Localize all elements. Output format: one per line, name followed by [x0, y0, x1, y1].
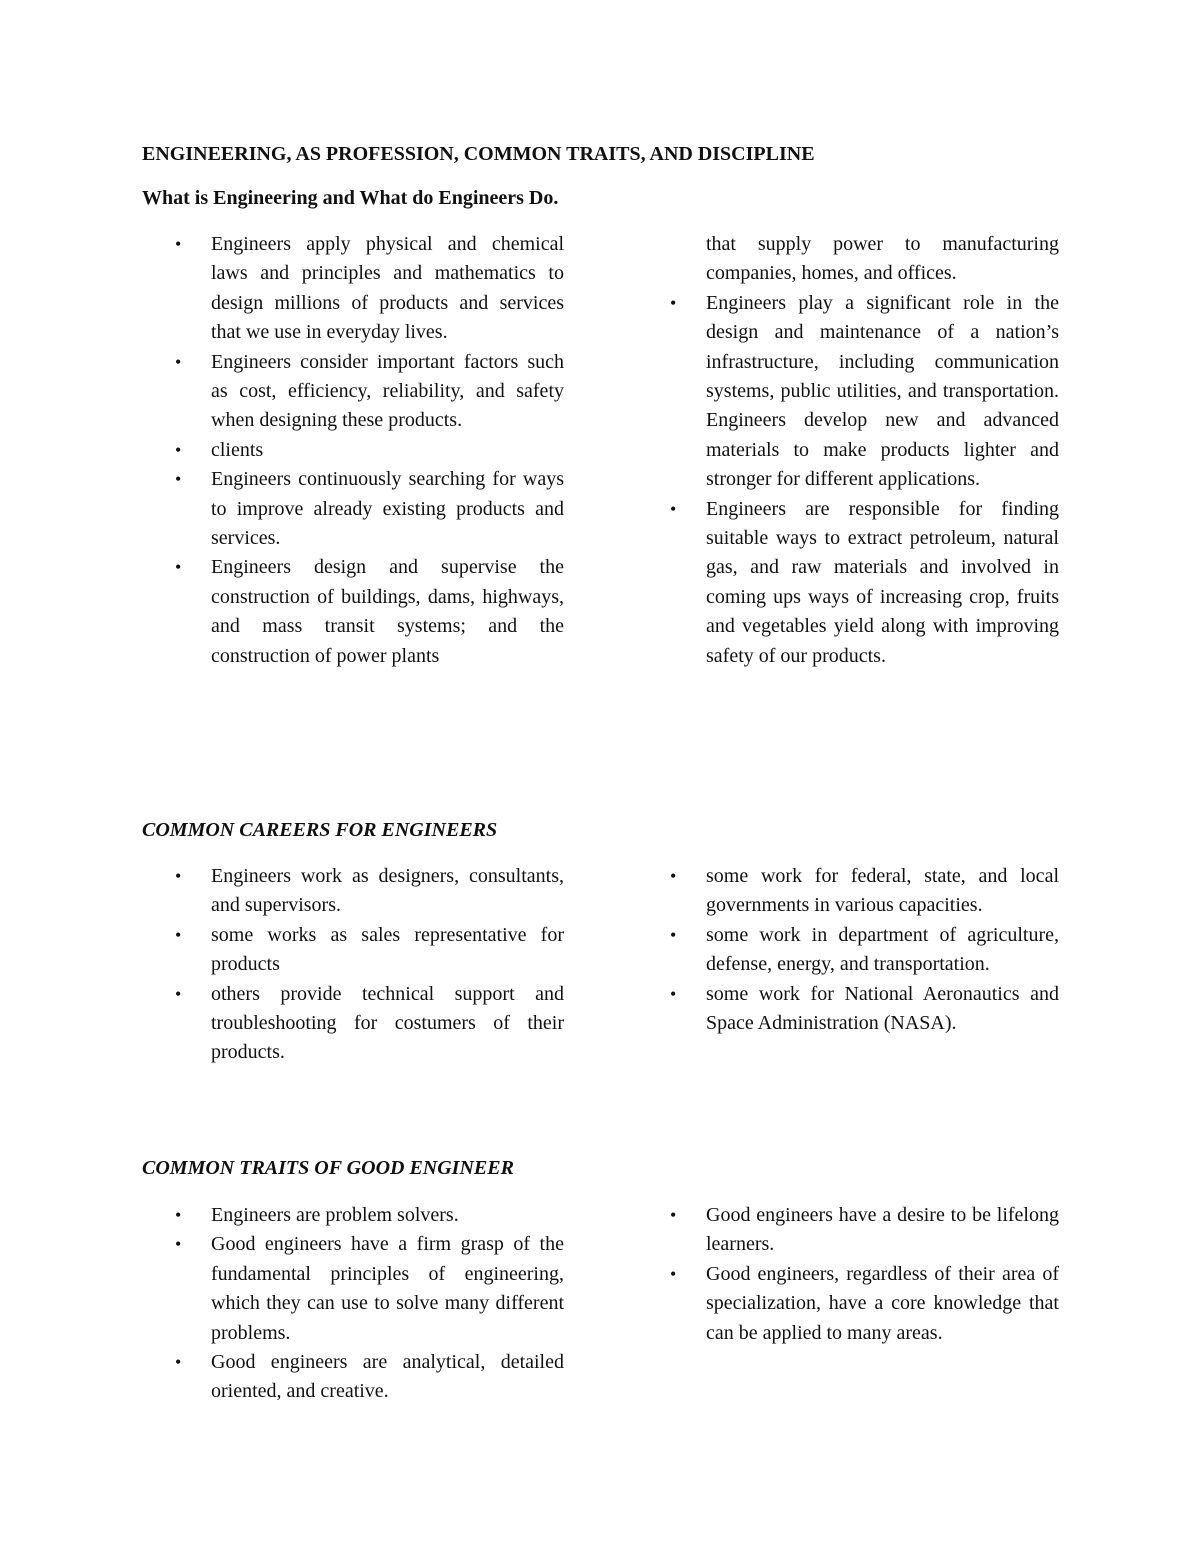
bullet-icon: • — [175, 234, 182, 254]
bullet-icon: • — [175, 983, 182, 1004]
list-item: • Good engineers are analytical, detailed oriented, and creative. — [142, 1348, 564, 1407]
document-title: ENGINEERING, AS PROFESSION, COMMON TRAITS, AND DISCIPLINE — [142, 143, 815, 165]
list-item: • Engineers apply physical and chemical laws and principles and mathematics to design millions of products and services that we use in everyday lives. — [142, 230, 564, 348]
bullet-icon: • — [175, 557, 182, 578]
list-item: • some works as sales representative for products — [142, 921, 564, 980]
bullet-icon: • — [670, 924, 677, 945]
bullet-icon: • — [670, 1205, 677, 1225]
bullet-icon: • — [175, 469, 182, 490]
bullet-icon: • — [175, 1205, 182, 1225]
list-item: • some work in department of agriculture, defense, energy, and transportation. — [637, 921, 1059, 980]
section-subtitle: What is Engineering and What do Engineers Do. — [142, 187, 559, 209]
section2-left-column — [142, 862, 564, 1068]
bullet-icon: • — [175, 1234, 182, 1255]
section3-right-column — [637, 1201, 1059, 1348]
section1-right-list — [637, 289, 1059, 671]
list-item-continuation: that supply power to manufacturing companies, homes, and offices. — [706, 233, 1059, 285]
bullet-icon: • — [175, 924, 182, 945]
list-item: • Good engineers have a desire to be lifelong learners. — [637, 1201, 1059, 1260]
bullet-icon: • — [670, 1263, 677, 1284]
list-item: • some work for federal, state, and local governments in various capacities. — [637, 862, 1059, 921]
section3-left-list — [142, 1201, 564, 1407]
bullet-icon: • — [175, 351, 182, 372]
list-item: • Engineers design and supervise the construction of buildings, dams, highways, and mass transit systems; and the construction of power plants — [142, 553, 564, 671]
bullet-icon: • — [175, 866, 182, 886]
bullet-icon: • — [670, 292, 677, 313]
section2-right-column — [637, 862, 1059, 1038]
bullet-icon: • — [670, 498, 677, 519]
bullet-icon: • — [175, 439, 182, 460]
list-item: • Engineers are problem solvers. — [142, 1201, 564, 1230]
list-item: • Good engineers, regardless of their area of specialization, have a core knowledge that can be applied to many areas. — [637, 1260, 1059, 1348]
section3-left-column — [142, 1201, 564, 1407]
list-item: • Engineers continuously searching for ways to improve already existing products and services. — [142, 465, 564, 553]
list-item: • Engineers consider important factors such as cost, efficiency, reliability, and safety when designing these products. — [142, 348, 564, 436]
list-item: • Engineers play a significant role in the design and maintenance of a nation’s infrastructure, including communication systems, public utilities, and transportation. Engineers develop new and advanced materials to make products lighter and stronger for different applications. — [637, 289, 1059, 495]
bullet-icon: • — [175, 1352, 182, 1373]
list-item: • others provide technical support and troubleshooting for costumers of their products. — [142, 980, 564, 1068]
list-item: • clients — [142, 436, 564, 465]
list-item: • Engineers work as designers, consultants, and supervisors. — [142, 862, 564, 921]
traits-heading: COMMON TRAITS OF GOOD ENGINEER — [142, 1157, 514, 1179]
list-item: • Engineers are responsible for finding suitable ways to extract petroleum, natural gas, and raw materials and involved in coming ups ways of increasing crop, fruits and vegetables yield along with improving safety of our products. — [637, 495, 1059, 671]
section2-right-list — [637, 862, 1059, 1038]
list-item: • some work for National Aeronautics and Space Administration (NASA). — [637, 980, 1059, 1039]
careers-heading: COMMON CAREERS FOR ENGINEERS — [142, 819, 498, 841]
section1-right-column — [637, 230, 1059, 671]
section1-left-list — [142, 230, 564, 671]
section1-left-column — [142, 230, 564, 671]
section2-left-list — [142, 862, 564, 1068]
bullet-icon: • — [670, 983, 677, 1004]
section3-right-list — [637, 1201, 1059, 1348]
bullet-icon: • — [670, 866, 677, 886]
list-item: • Good engineers have a firm grasp of the fundamental principles of engineering, which they can use to solve many different problems. — [142, 1230, 564, 1348]
